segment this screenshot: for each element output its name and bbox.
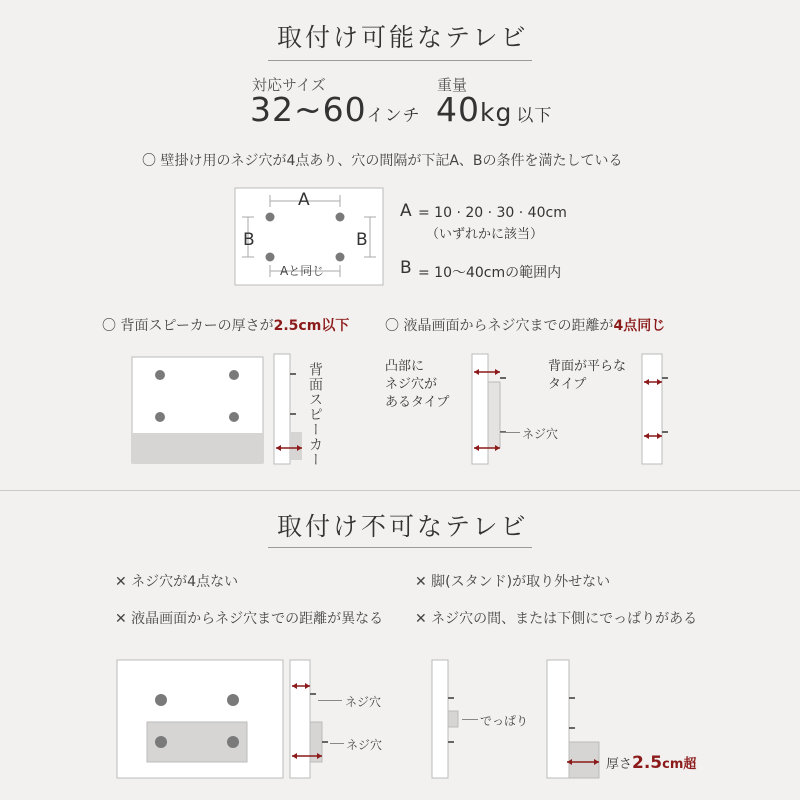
convex-type-label: 凸部に ネジ穴が あるタイプ: [385, 359, 450, 410]
top-title: 取付け可能なテレビ: [277, 23, 529, 52]
cond2-red: 2.5cm以下: [273, 318, 350, 334]
rear-speaker-label: 背面スピーカー: [307, 362, 323, 467]
size-label: 対応サイズ: [252, 76, 326, 94]
weight-unit: kg: [480, 98, 513, 127]
ng-stand-not-removable: ✕ 脚(スタンド)が取り外せない: [415, 574, 611, 590]
size-value-line: [250, 90, 421, 129]
ng-different-distance: ✕ 液晶画面からネジ穴までの距離が異なる: [115, 611, 384, 627]
tv-convex-side-diagram: [470, 352, 510, 467]
size-value: 32~60: [250, 90, 367, 129]
ng-screw-hole-leader-2: [330, 743, 344, 744]
cond2-prefix: 〇 背面スピーカーの厚さが: [102, 318, 274, 334]
bottom-title-rule: [268, 547, 532, 548]
diagram-a-same-label: Aと同じ: [280, 264, 325, 278]
ng-screw-hole-label-2: ネジ穴: [346, 738, 383, 752]
b-spec-value: = 10〜40cmの範囲内: [418, 265, 562, 281]
thickness-over-label: [606, 753, 696, 773]
b-spec-key: B: [400, 258, 412, 278]
ng-tv-front-diagram: [115, 658, 285, 780]
tv-speaker-front-diagram: [130, 355, 265, 465]
diagram-a-label: A: [298, 190, 310, 210]
ng-thick-bottom-side-diagram: [545, 658, 605, 780]
tv-flat-side-diagram: [640, 352, 680, 467]
a-spec-value: = 10 · 20 · 30 · 40cm: [418, 205, 567, 221]
ng-tv-side-diagram: [288, 658, 328, 780]
condition-equal-distance: [385, 315, 665, 335]
a-spec-key: A: [400, 201, 412, 221]
diagram-b-left-label: B: [243, 230, 255, 250]
section-divider: [0, 490, 800, 491]
ng-screw-hole-leader-1: [318, 700, 342, 701]
protrusion-leader: [462, 719, 478, 720]
top-title-rule: [268, 60, 532, 61]
condition-speaker-thickness: [102, 315, 349, 335]
size-unit: インチ: [366, 106, 421, 126]
cond3-prefix: 〇 液晶画面からネジ穴までの距離が: [385, 318, 614, 334]
weight-suffix: 以下: [516, 106, 553, 126]
ng-protrusion: ✕ ネジ穴の間、または下側にでっぱりがある: [415, 611, 698, 627]
weight-value: 40: [436, 90, 480, 129]
convex-screw-hole-label: ネジ穴: [522, 427, 559, 441]
screw-hole-leader: [500, 432, 520, 433]
weight-value-line: [436, 90, 552, 129]
cond3-red: 4点同じ: [613, 318, 666, 334]
thickness-value: 2.5: [632, 753, 663, 773]
protrusion-label: でっぱり: [480, 714, 529, 728]
thickness-prefix: 厚さ: [606, 757, 633, 772]
bottom-title: 取付け不可なテレビ: [277, 512, 529, 541]
weight-label: 重量: [437, 76, 468, 94]
ng-no-four-holes: ✕ ネジ穴が4点ない: [115, 574, 239, 590]
diagram-b-right-label: B: [356, 230, 368, 250]
condition-screw-holes: 〇 壁掛け用のネジ穴が4点あり、穴の間隔が下記A、Bの条件を満たしている: [142, 153, 623, 169]
a-spec-note: （いずれかに該当）: [426, 227, 544, 242]
thickness-unit: cm超: [662, 757, 697, 772]
flat-type-label: 背面が平らな タイプ: [548, 359, 627, 392]
ng-screw-hole-label-1: ネジ穴: [345, 695, 382, 709]
